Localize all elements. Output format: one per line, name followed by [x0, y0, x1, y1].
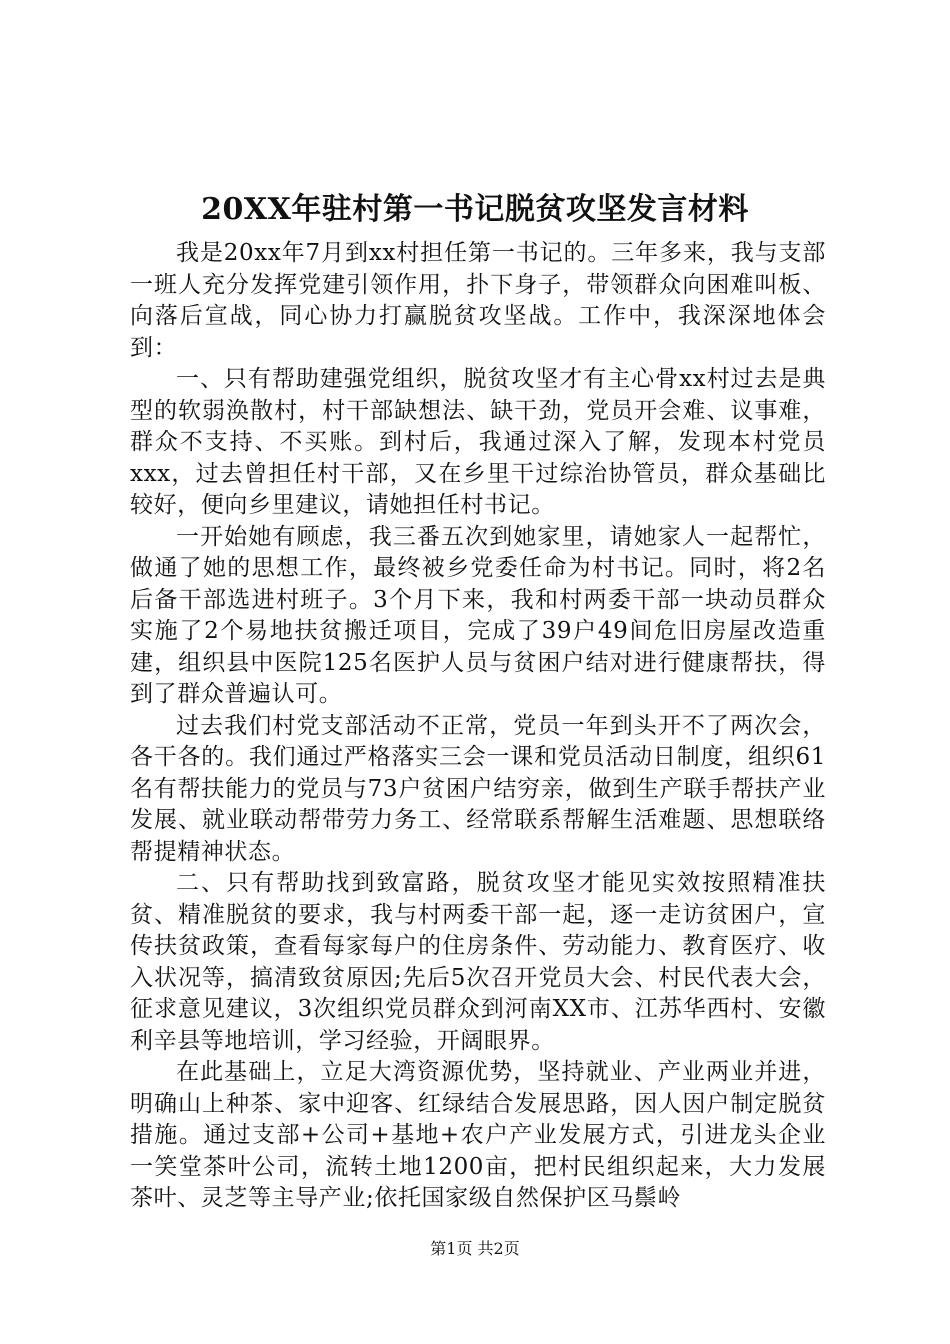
- paragraph-intro: 我是20xx年7月到xx村担任第一书记的。三年多来，我与支部一班人充分发挥党建引领作用，扑下身子，带领群众向困难叫板、向落后宣战，同心协力打赢脱贫攻坚战。工作中，我深深地体会到：: [130, 240, 826, 361]
- paragraph-party-organization: 一、只有帮助建强党组织，脱贫攻坚才有主心骨xx村过去是典型的软弱涣散村，村干部缺想法、缺干劲，党员开会难、议事难，群众不支持、不买账。到村后，我通过深入了解，发现本村党员xxx，过去曾担任村干部，又在乡里干过综治协管员，群众基础比较好，便向乡里建议，请她担任村书记。: [130, 366, 826, 518]
- page-footer: 第1页 共2页: [430, 1239, 520, 1258]
- document-title: 20XX年驻村第一书记脱贫攻坚发言材料: [201, 192, 749, 227]
- paragraph-party-activities: 过去我们村党支部活动不正常，党员一年到头开不了两次会，各干各的。我们通过严格落实三会一课和党员活动日制度，组织61名有帮扶能力的党员与73户贫困户结穷亲，做到生产联手帮扶产业发展、就业联动帮带劳力务工、经常联系帮解生活难题、思想联络帮提精神状态。: [130, 712, 826, 865]
- paragraph-poverty-path: 二、只有帮助找到致富路，脱贫攻坚才能见实效按照精准扶贫、精准脱贫的要求，我与村两委干部一起，逐一走访贫困户，宣传扶贫政策，查看每家每户的住房条件、劳动能力、教育医疗、收入状况等，搞清致贫原因;先后5次召开党员大会、村民代表大会，征求意见建议，3次组织党员群众到河南XX市、江苏华西村、安徽利辛县等地培训，学习经验，开阔眼界。: [130, 870, 826, 1054]
- paragraph-village-secretary: 一开始她有顾虑，我三番五次到她家里，请她家人一起帮忙，做通了她的思想工作，最终被乡党委任命为村书记。同时，将2名后备干部选进村班子。3个月下来，我和村两委干部一块动员群众实施了2个易地扶贫搬迁项目，完成了39户49间危旧房屋改造重建，组织县中医院125名医护人员与贫困户结对进行健康帮扶，得到了群众普遍认可。: [130, 523, 826, 707]
- document-body: [130, 238, 826, 1215]
- paragraph-industry-development: 在此基础上，立足大湾资源优势，坚持就业、产业两业并进，明确山上种茶、家中迎客、红绿结合发展思路，因人因户制定脱贫措施。通过支部+公司+基地+农户产业发展方式，引进龙头企业一笑堂茶叶公司，流转土地1200亩，把村民组织起来，大力发展茶叶、灵芝等主导产业;依托国家级自然保护区马鬃岭: [130, 1059, 826, 1211]
